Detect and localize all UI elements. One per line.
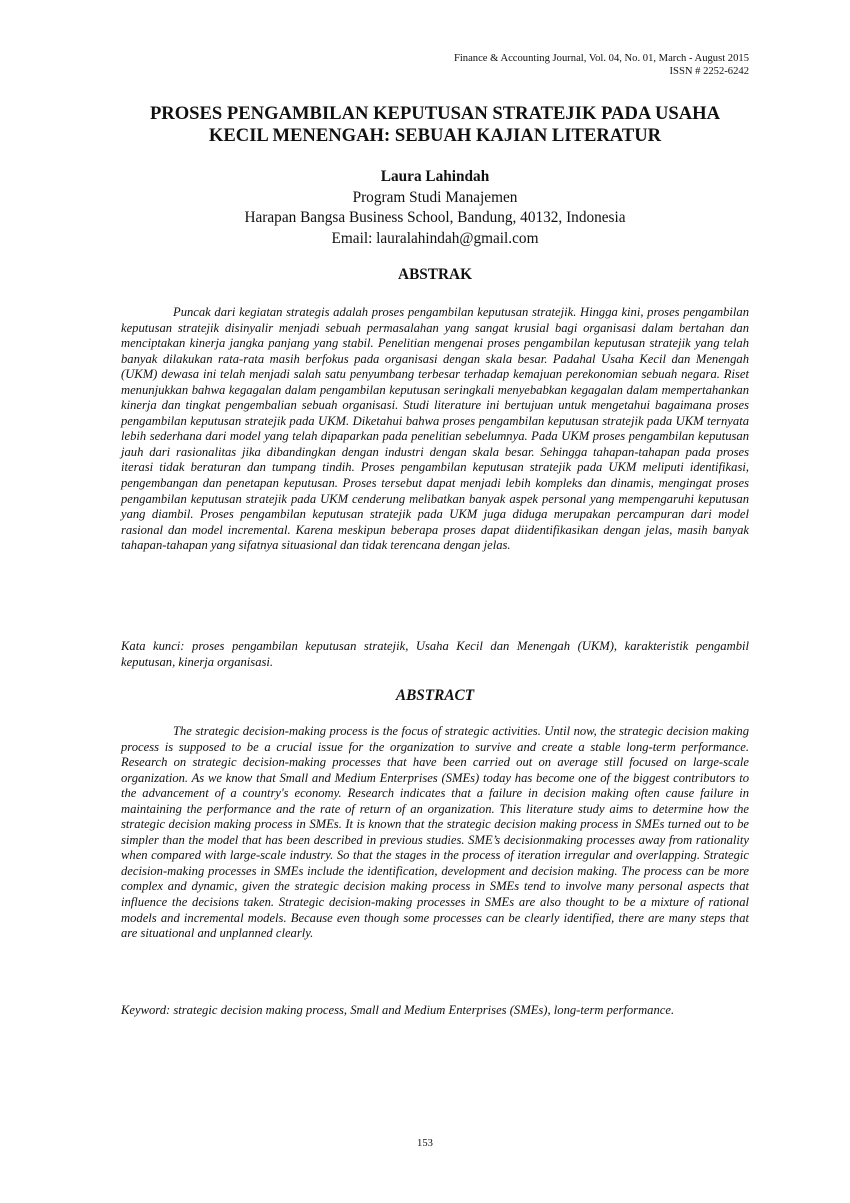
kata-kunci: Kata kunci: proses pengambilan keputusan stratejik, Usaha Kecil dan Menengah (UKM), karakteristik pengambil keputusan, kinerja organisasi.: [121, 639, 749, 669]
author-email: Email: lauralahindah@gmail.com: [331, 229, 539, 247]
abstrak-heading: ABSTRAK: [398, 266, 472, 283]
author-name: Laura Lahindah: [380, 168, 490, 185]
abstract-heading: ABSTRACT: [395, 687, 475, 704]
author-department: Program Studi Manajemen: [352, 188, 518, 206]
author-block: [110, 167, 760, 249]
journal-citation: Finance & Accounting Journal, Vol. 04, No. 01, March - August 2015: [453, 53, 749, 64]
page-number: 153: [417, 1138, 433, 1149]
issn: ISSN # 2252-6242: [669, 66, 749, 77]
paper-title-line-2: KECIL MENENGAH: SEBUAH KAJIAN LITERATUR: [208, 125, 662, 146]
paper-title-line-1: PROSES PENGAMBILAN KEPUTUSAN STRATEJIK PADA USAHA: [149, 103, 721, 124]
abstract-body: The strategic decision-making process is the focus of strategic activities. Until now, the strategic decision making process is supposed to be a crucial issue for the organization to survive and create a stable long-term performance. Research on strategic decision-making processes that have been carried out on average still focused on large-scale organization. As we know that Small and Medium Enterprises (SMEs) today has become one of the biggest contributors to the advancement of a country's economy. Research indicates that a failure in decision making often cause failure in maintaining the performance and the rate of return of an organization. This literature study aims to determine how the strategic decision making process in SMEs. It is known that the strategic decision making process in SMEs turned out to be simpler than the model that has been described in previous studies. SME’s decisionmaking processes away from rationality when compared with large-scale industry. So that the stages in the process of iteration irregular and overlapping. Strategic decision-making processes in SMEs include the identification, development and decision making. The process can be more complex and dynamic, given the strategic decision making process in SMEs tend to involve many personal aspects that influence the decisions taken. Strategic decision-making processes in SMEs are also thought to be a mixture of rational models and incremental models. Because even though some processes can be clearly identified, there are many steps that are situational and unplanned clearly.: [121, 724, 749, 941]
abstrak-body: Puncak dari kegiatan strategis adalah proses pengambilan keputusan stratejik. Hingga kini, proses pengambilan keputusan stratejik disinyalir menjadi sebuah permasalahan yang sangat krusial bagi organisasi dalam bertahan dan menciptakan kinerja jangka panjang yang stabil. Penelitian mengenai proses pengambilan keputusan stratejik yang telah banyak dilakukan rata-rata masih berfokus pada organisasi dengan skala besar. Padahal Usaha Kecil dan Menengah (UKM) dewasa ini telah menjadi salah satu penyumbang terbesar terhadap kemajuan perekonomian sebuah negara. Riset menunjukkan bahwa kegagalan dalam pengambilan keputusan seringkali menyebabkan kegagalan dalam mempertahankan kinerja dan tingkat pengembalian sebuah organisasi. Studi literature ini bertujuan untuk mengetahui bagaimana proses pengambilan keputusan stratejik pada UKM. Diketahui bahwa proses pengambilan keputusan stratejik pada UKM ternyata lebih sederhana dari model yang telah dipaparkan pada penelitian sebelumnya. Pada UKM proses pengambilan keputusan jauh dari rasionalitas jika dibandingkan dengan industri dengan skala besar. Sehingga tahapan-tahapan pada proses iterasi tidak beraturan dan tumpang tindih. Proses pengambilan keputusan stratejik pada UKM meliputi identifikasi, pengembangan dan penetapan keputusan. Proses tersebut dapat menjadi lebih kompleks dan dinamis, mengingat proses pengambilan keputusan stratejik pada UKM cenderung melibatkan banyak aspek personal yang mempengaruhi keputusan yang diambil. Proses pengambilan keputusan stratejik pada UKM juga diduga merupakan percampuran dari model rasional dan model incremental. Karena meskipun beberapa proses dapat diidentifikasikan dengan jelas, masih banyak tahapan-tahapan yang sifatnya situasional dan tidak terencana dengan jelas.: [121, 305, 749, 553]
keywords: Keyword: strategic decision making process, Small and Medium Enterprises (SMEs), long-term performance.: [121, 1003, 675, 1017]
author-affiliation: Harapan Bangsa Business School, Bandung, 40132, Indonesia: [244, 209, 626, 226]
running-header: [454, 52, 749, 78]
paper-title: [110, 103, 760, 147]
